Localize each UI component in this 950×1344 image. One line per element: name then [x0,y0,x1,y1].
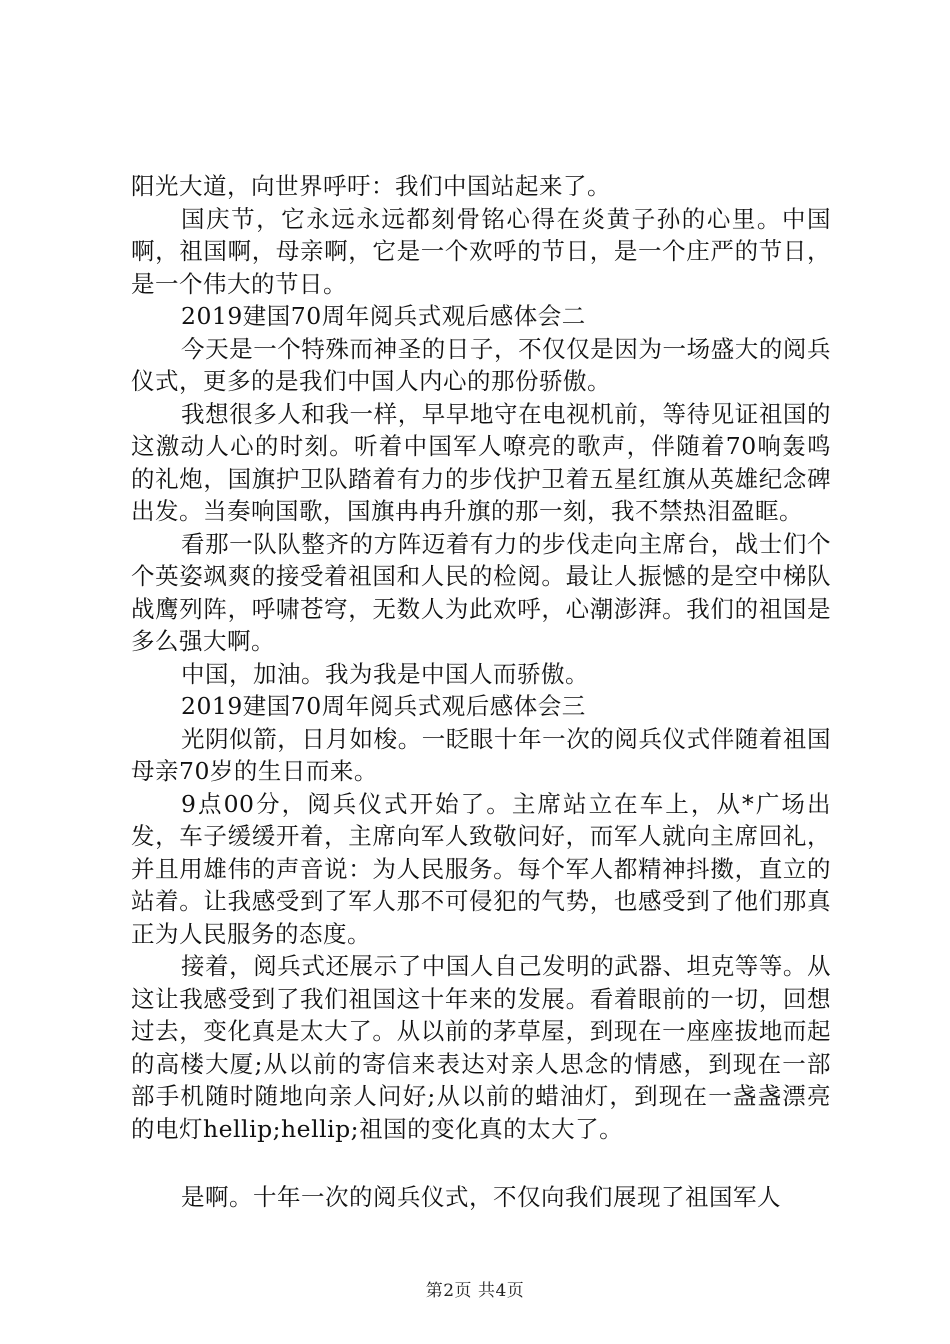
paragraph-gap [131,1145,831,1181]
paragraph-6: 中国，加油。我为我是中国人而骄傲。 [181,659,589,688]
document-body [131,170,831,1214]
paragraph-3: 今天是一个特殊而神圣的日子，不仅仅是因为一场盛大的阅兵仪式，更多的是我们中国人内心的那份骄傲。 [131,334,831,395]
paragraph-4: 我想很多人和我一样，早早地守在电视机前，等待见证祖国的这激动人心的时刻。听着中国军人嘹亮的歌声，伴随着70响轰鸣的礼炮，国旗护卫队踏着有力的步伐护卫着五星红旗从英雄纪念碑出发。当奏响国歌，国旗冉冉升旗的那一刻，我不禁热泪盈眶。 [131,399,831,525]
paragraph-7: 光阴似箭，日月如梭。一眨眼十年一次的阅兵仪式伴随着祖国母亲70岁的生日而来。 [131,724,831,785]
paragraph-9: 接着，阅兵式还展示了中国人自己发明的武器、坦克等等。从这让我感受到了我们祖国这十年来的发展。看着眼前的一切，回想过去，变化真是太大了。从以前的茅草屋，到现在一座座拔地而起的高楼大厦;从以前的寄信来表达对亲人思念的情感，到现在一部部手机随时随地向亲人问好;从以前的蜡油灯，到现在一盏盏漂亮的电灯hellip;hellip;祖国的变化真的太大了。 [131,952,831,1143]
page-footer: 第2页 共4页 [425,1281,525,1301]
paragraph-1: 阳光大道，向世界呼吁：我们中国站起来了。 [131,172,611,200]
section-heading-3: 2019建国70周年阅兵式观后感体会三 [181,692,586,720]
section-heading-2: 2019建国70周年阅兵式观后感体会二 [181,302,586,330]
paragraph-5: 看那一队队整齐的方阵迈着有力的步伐走向主席台，战士们个个英姿飒爽的接受着祖国和人民的检阅。最让人振憾的是空中梯队战鹰列阵，呼啸苍穹，无数人为此欢呼，心潮澎湃。我们的祖国是多么强大啊。 [131,529,831,655]
paragraph-8: 9点00分，阅兵仪式开始了。主席站立在车上，从*广场出发，车子缓缓开着，主席向军人致敬问好，而军人就向主席回礼，并且用雄伟的声音说：为人民服务。每个军人都精神抖擞，直立的站着。让我感受到了军人那不可侵犯的气势，也感受到了他们那真正为人民服务的态度。 [131,789,831,948]
paragraph-10: 是啊。十年一次的阅兵仪式，不仅向我们展现了祖国军人 [181,1183,781,1211]
paragraph-2: 国庆节，它永远永远都刻骨铭心得在炎黄子孙的心里。中国啊，祖国啊，母亲啊，它是一个欢呼的节日，是一个庄严的节日，是一个伟大的节日。 [131,204,831,298]
